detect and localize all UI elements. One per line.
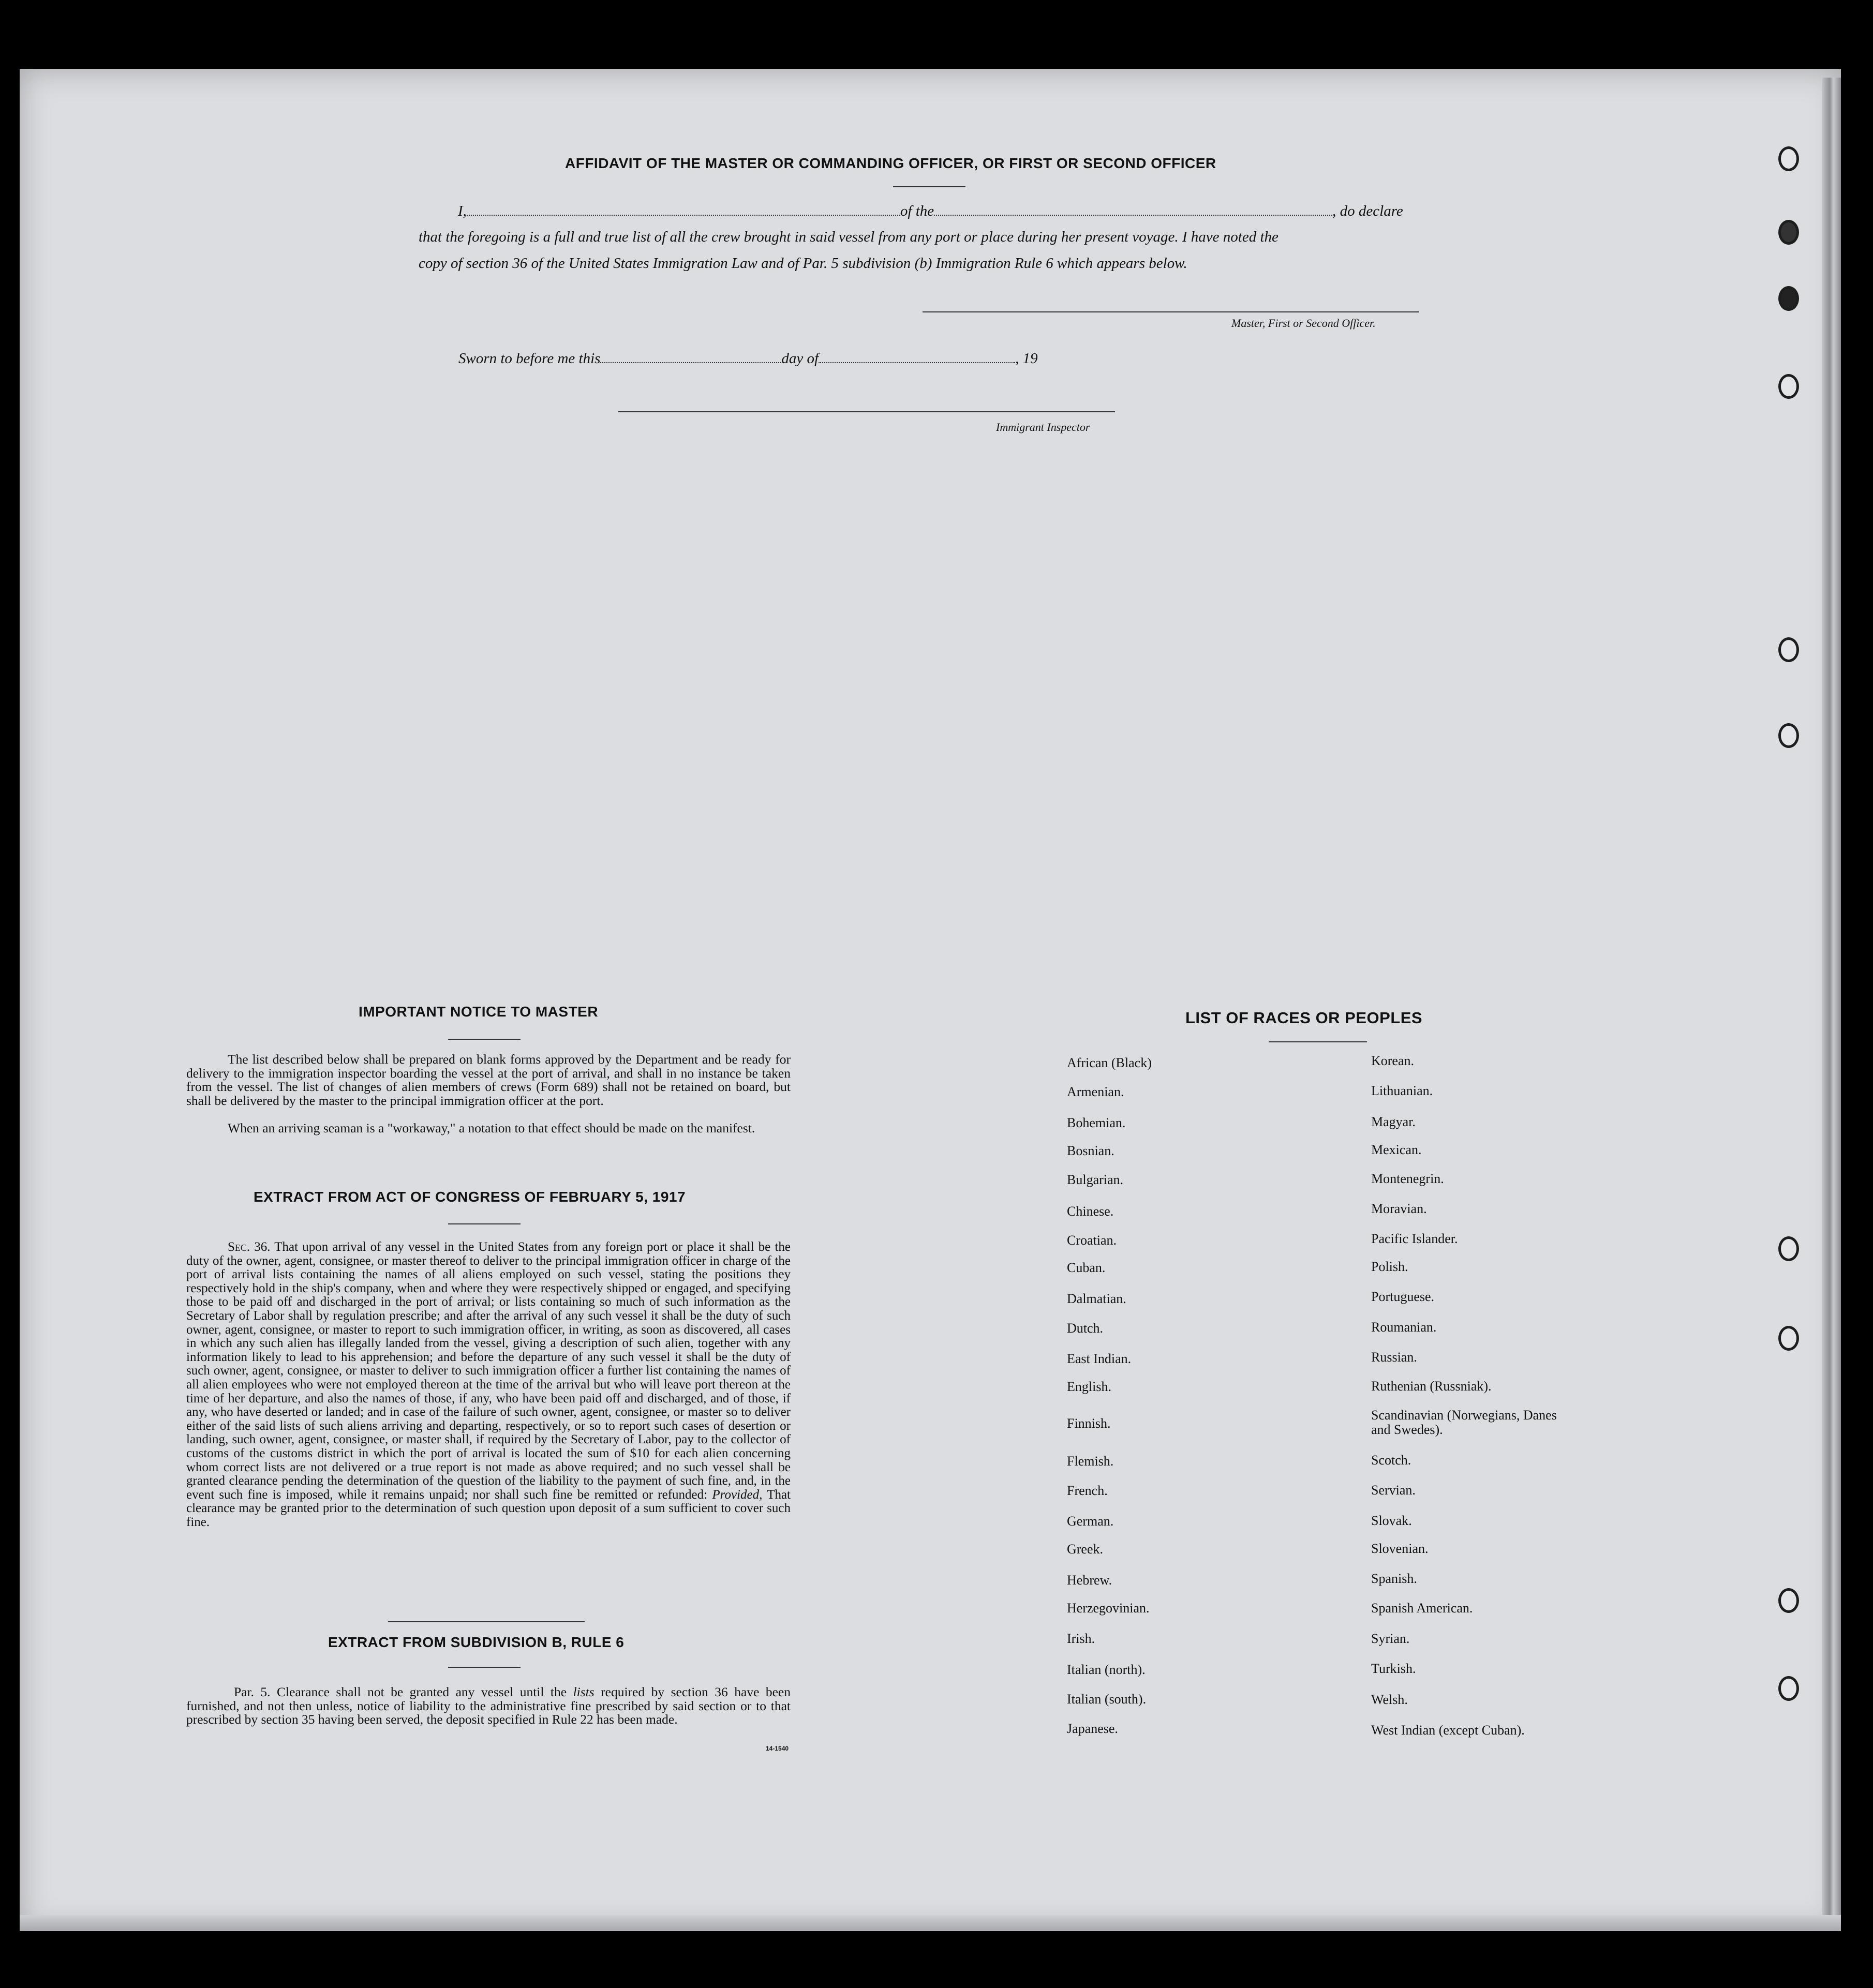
race-item: Spanish American. [1371,1601,1473,1616]
vessel-blank-field[interactable] [934,203,1332,216]
lists-word: lists [573,1684,594,1699]
race-item: Servian. [1371,1483,1416,1498]
race-item: Russian. [1371,1350,1417,1365]
race-item: West Indian (except Cuban). [1371,1723,1525,1738]
race-item: Moravian. [1371,1201,1427,1216]
divider [1269,1041,1367,1042]
sworn-line [458,350,1038,367]
race-item: Dutch. [1067,1321,1104,1336]
race-item: Polish. [1371,1259,1408,1274]
race-item: Scandinavian (Norwegians, Danes and Swedes). [1371,1408,1557,1437]
sworn-day-of: day of [781,350,819,367]
race-item: Slovak. [1371,1513,1412,1528]
race-item: Pacific Islander. [1371,1231,1458,1246]
race-item: Ruthenian (Russniak). [1371,1379,1492,1394]
inspector-signature-line [618,411,1115,412]
race-item: Portuguese. [1371,1289,1435,1304]
race-item: Herzegovinian. [1067,1601,1150,1616]
race-item: Syrian. [1371,1631,1410,1646]
race-item: Lithuanian. [1371,1083,1433,1098]
race-item: Scotch. [1371,1453,1411,1468]
rule-text-b: required by section 36 have been furnished, and not then unless, notice of liability to the administrative fine prescribed by said section or to that prescribed by section 35 having been served, the deposit specified in Rule 22 has been made. [186,1684,791,1727]
binder-hole-icon [1778,637,1799,662]
declaration-of-the: of the [900,203,934,219]
race-item: Turkish. [1371,1661,1416,1676]
race-item: Greek. [1067,1542,1104,1557]
signature-label: Master, First or Second Officer. [1231,317,1376,330]
divider [448,1223,521,1224]
declaration-line-3: copy of section 36 of the United States Immigration Law and of Par. 5 subdivision (b) Immigration Rule 6 which appears below. [419,255,1187,272]
race-item: Bosnian. [1067,1143,1114,1158]
race-item: Magyar. [1371,1114,1416,1129]
binder-hole-icon [1778,220,1799,245]
declaration-line-2: that the foregoing is a full and true list of all the crew brought in said vessel from any port or place during her present voyage. I have noted the [419,229,1279,245]
race-item: East Indian. [1067,1351,1132,1366]
notice-paragraph-2: When an arriving seaman is a "workaway," a notation to that effect should be made on the manifest. [228,1120,755,1135]
section-text-end: That clearance may be granted prior to the determination of such question upon deposit of a sum sufficient to cover such fine. [186,1487,791,1529]
inspector-label: Immigrant Inspector [996,421,1090,434]
binder-hole-icon [1778,1676,1799,1701]
notice-title: IMPORTANT NOTICE TO MASTER [359,1004,599,1020]
race-item: English. [1067,1379,1111,1394]
race-item: Bohemian. [1067,1115,1126,1130]
divider [893,186,965,187]
section-label: Sec. 36. [228,1240,271,1254]
divider [448,1039,521,1040]
race-item: Italian (south). [1067,1692,1147,1707]
race-item: Chinese. [1067,1204,1114,1219]
act-extract-title: EXTRACT FROM ACT OF CONGRESS OF FEBRUARY 5, 1917 [254,1189,686,1205]
race-item: Japanese. [1067,1721,1118,1736]
races-title: LIST OF RACES OR PEOPLES [1185,1009,1423,1027]
race-item: Welsh. [1371,1692,1408,1707]
binder-hole-icon [1778,1326,1799,1351]
notice-paragraph-1: The list described below shall be prepared on blank forms approved by the Department and be ready for delivery to the immigration inspector boarding the vessel at the port of arrival, and shall in no instance be taken from the vessel. The list of changes of alien members of crews (Form 689) shall not be retained on board, but shall be delivered by the master to the principal immigration officer at the port. [186,1052,791,1108]
race-item: Korean. [1371,1053,1415,1068]
act-extract-text [186,1240,791,1529]
race-item: French. [1067,1483,1108,1498]
binder-hole-icon [1778,374,1799,399]
binder-hole-icon [1778,723,1799,748]
race-item: Irish. [1067,1631,1095,1646]
binder-hole-icon [1778,146,1799,171]
declaration-do-declare: , do declare [1332,203,1403,219]
race-item: Dalmatian. [1067,1291,1126,1306]
race-item: Flemish. [1067,1454,1114,1469]
race-item: Cuban. [1067,1260,1106,1275]
provided-word: Provided, [712,1487,763,1502]
race-item: Armenian. [1067,1084,1124,1099]
race-item: Slovenian. [1371,1541,1429,1556]
section-text: That upon arrival of any vessel in the United States from any foreign port or place it shall be the duty of the owner, agent, consignee, or master thereof to deliver to the principal immigration officer in charge of the port of arrival lists containing the names of all aliens employed on such vessel, stating the positions they respectively hold in the ship's company, when and where they were respectively shipped or engaged, and specifying those to be paid off and discharged in the port of arrival; or lists containing so much of such information as the Secretary of Labor shall by regulation prescribe; and after the arrival of any such vessel it shall be the duty of such owner, agent, consignee, or master to report to such immigration officer, in writing, as soon as discovered, all cases in which any such alien has illegally landed from the vessel, giving a description of such alien, together with any information likely to lead to his apprehension; and before the departure of any such vessel it shall be the duty of such owner, agent, consignee, or master to deliver to such immigration officer a further list containing the names of all alien employees who were not employed thereon at the time of the arrival but who will leave port thereon at the time of her departure, and also the names of those, if any, who have been paid off and discharged, and of those, if any, who have deserted or landed; and in case of the failure of such owner, agent, consignee, or master so to deliver either of the said lists of such aliens arriving and departing, respectively, or so to report such cases of desertion or landing, such owner, agent, consignee, or master shall, if required by the Secretary of Labor, pay to the collector of customs of the customs district in which the port of arrival is located the sum of $10 for each alien concerning whom correct lists are not delivered or a true report is not made as above required; and no such vessel shall be granted clearance pending the determination of the question of the liability to the payment of such fine, and, in the event such fine is imposed, while it remains unpaid; nor shall such fine be remitted or refunded: [186,1240,791,1502]
sworn-month-field[interactable] [819,351,1015,363]
binder-hole-icon [1778,1236,1799,1261]
affidavit-title: AFFIDAVIT OF THE MASTER OR COMMANDING OFFICER, OR FIRST OR SECOND OFFICER [565,155,1216,171]
binder-hole-icon [1778,286,1799,311]
race-item: Bulgarian. [1067,1172,1124,1187]
binder-hole-icon [1778,1588,1799,1613]
name-blank-field[interactable] [467,203,900,216]
rule-extract-text [186,1685,791,1727]
signature-line [923,311,1419,312]
race-item: African (Black) [1067,1055,1152,1070]
sworn-day-field[interactable] [600,351,781,363]
sworn-year: , 19 [1015,350,1038,367]
race-item: Montenegrin. [1371,1171,1444,1186]
race-item: Roumanian. [1371,1320,1437,1335]
form-number: 14-1540 [766,1745,789,1752]
race-item: Hebrew. [1067,1573,1112,1588]
sworn-prefix: Sworn to before me this [458,350,601,367]
divider [448,1667,521,1668]
divider [388,1621,585,1622]
rule-extract-title: EXTRACT FROM SUBDIVISION B, RULE 6 [328,1634,625,1650]
manifest-sheet [20,69,1841,1931]
race-item: Croatian. [1067,1233,1117,1248]
race-item: Mexican. [1371,1142,1422,1157]
race-item: German. [1067,1514,1114,1529]
declaration-line [458,203,1403,220]
race-item: Finnish. [1067,1416,1111,1431]
page-edge [1822,78,1841,1930]
rule-text-a: Par. 5. Clearance shall not be granted any vessel until the [234,1684,567,1699]
page-bottom-edge [20,1915,1841,1931]
race-item: Spanish. [1371,1571,1417,1586]
race-item: Italian (north). [1067,1662,1146,1677]
declaration-i: I, [458,203,467,219]
